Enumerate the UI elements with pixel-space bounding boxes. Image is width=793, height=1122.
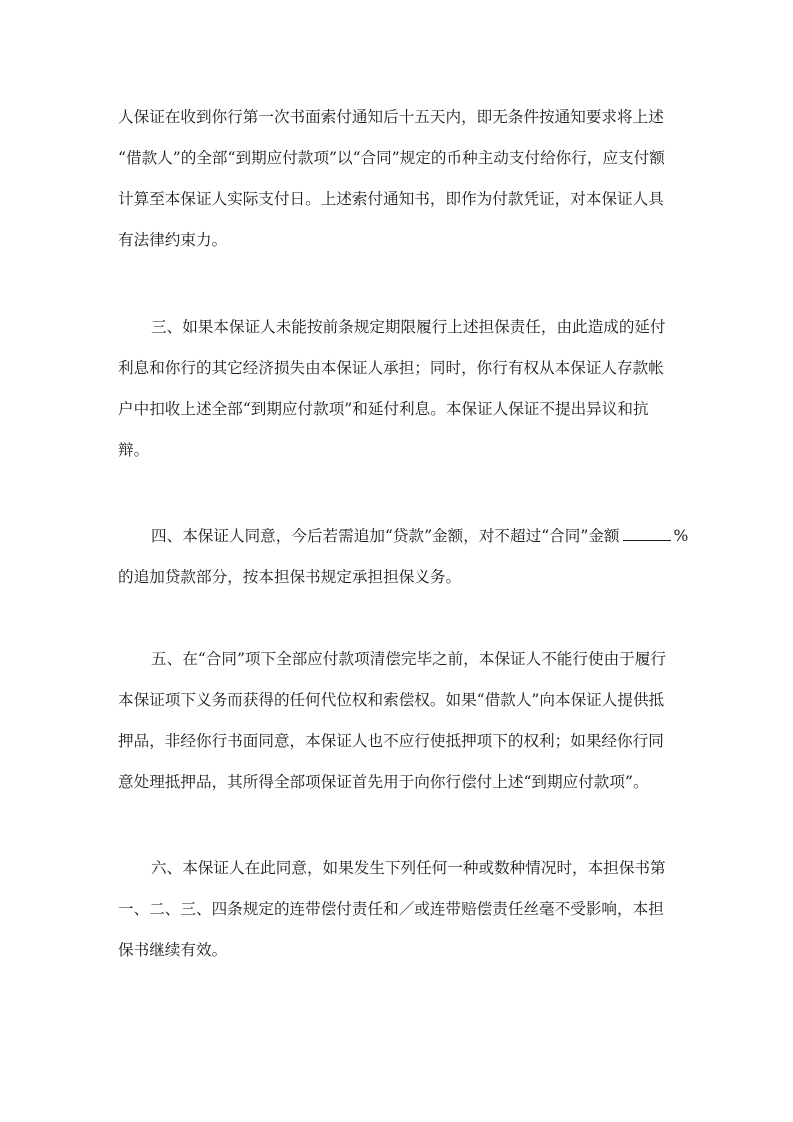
text-line: 押品，非经你行书面同意，本保证人也不应行使抵押项下的权利；如果经你行同 (118, 732, 664, 750)
text-line: 本保证项下义务而获得的任何代位权和索偿权。如果“借款人”向本保证人提供抵 (118, 691, 665, 709)
text-line: 意处理抵押品，其所得全部项保证首先用于向你行偿付上述“到期应付款项”。 (118, 773, 649, 791)
text-line: 户中扣收上述全部“到期应付款项”和延付利息。本保证人保证不提出异议和抗 (118, 400, 649, 418)
paragraph-clause-four (118, 516, 689, 598)
text-line: 三、如果本保证人未能按前条规定期限履行上述担保责任，由此造成的延付 (151, 318, 666, 336)
percent-sign: % (673, 527, 689, 545)
text-line: 一、二、三、四条规定的连带偿付责任和／或连带赔偿责任丝毫不受影响，本担 (118, 900, 664, 918)
text-line: 的追加贷款部分，按本担保书规定承担担保义务。 (118, 568, 462, 586)
text-line: 保书继续有效。 (118, 941, 228, 959)
fill-in-blank (623, 526, 671, 541)
text-before-blank: 四、本保证人同意，今后若需追加“贷款”金额，对不超过“合同”金额 (151, 527, 620, 545)
paragraph-payment-demand (118, 97, 678, 261)
text-line: 五、在“合同”项下全部应付款项清偿完毕之前，本保证人不能行使由于履行 (151, 650, 666, 668)
text-line (118, 516, 689, 557)
text-line: 有法律约束力。 (118, 231, 228, 249)
text-line: 六、本保证人在此同意，如果发生下列任何一种或数种情况时，本担保书第 (151, 859, 666, 877)
text-line: 利息和你行的其它经济损失由本保证人承担；同时，你行有权从本保证人存款帐 (118, 359, 664, 377)
text-line: 辩。 (118, 441, 150, 459)
text-line: “借款人”的全部“到期应付款项”以“合同”规定的币种主动支付给你行，应支付额 (118, 149, 665, 167)
paragraph-clause-five (118, 639, 678, 803)
text-line: 计算至本保证人实际支付日。上述索付通知书，即作为付款凭证，对本保证人具 (118, 190, 664, 208)
text-line: 人保证在收到你行第一次书面索付通知后十五天内，即无条件按通知要求将上述 (118, 108, 664, 126)
paragraph-clause-three (118, 307, 678, 471)
paragraph-clause-six (118, 848, 678, 971)
